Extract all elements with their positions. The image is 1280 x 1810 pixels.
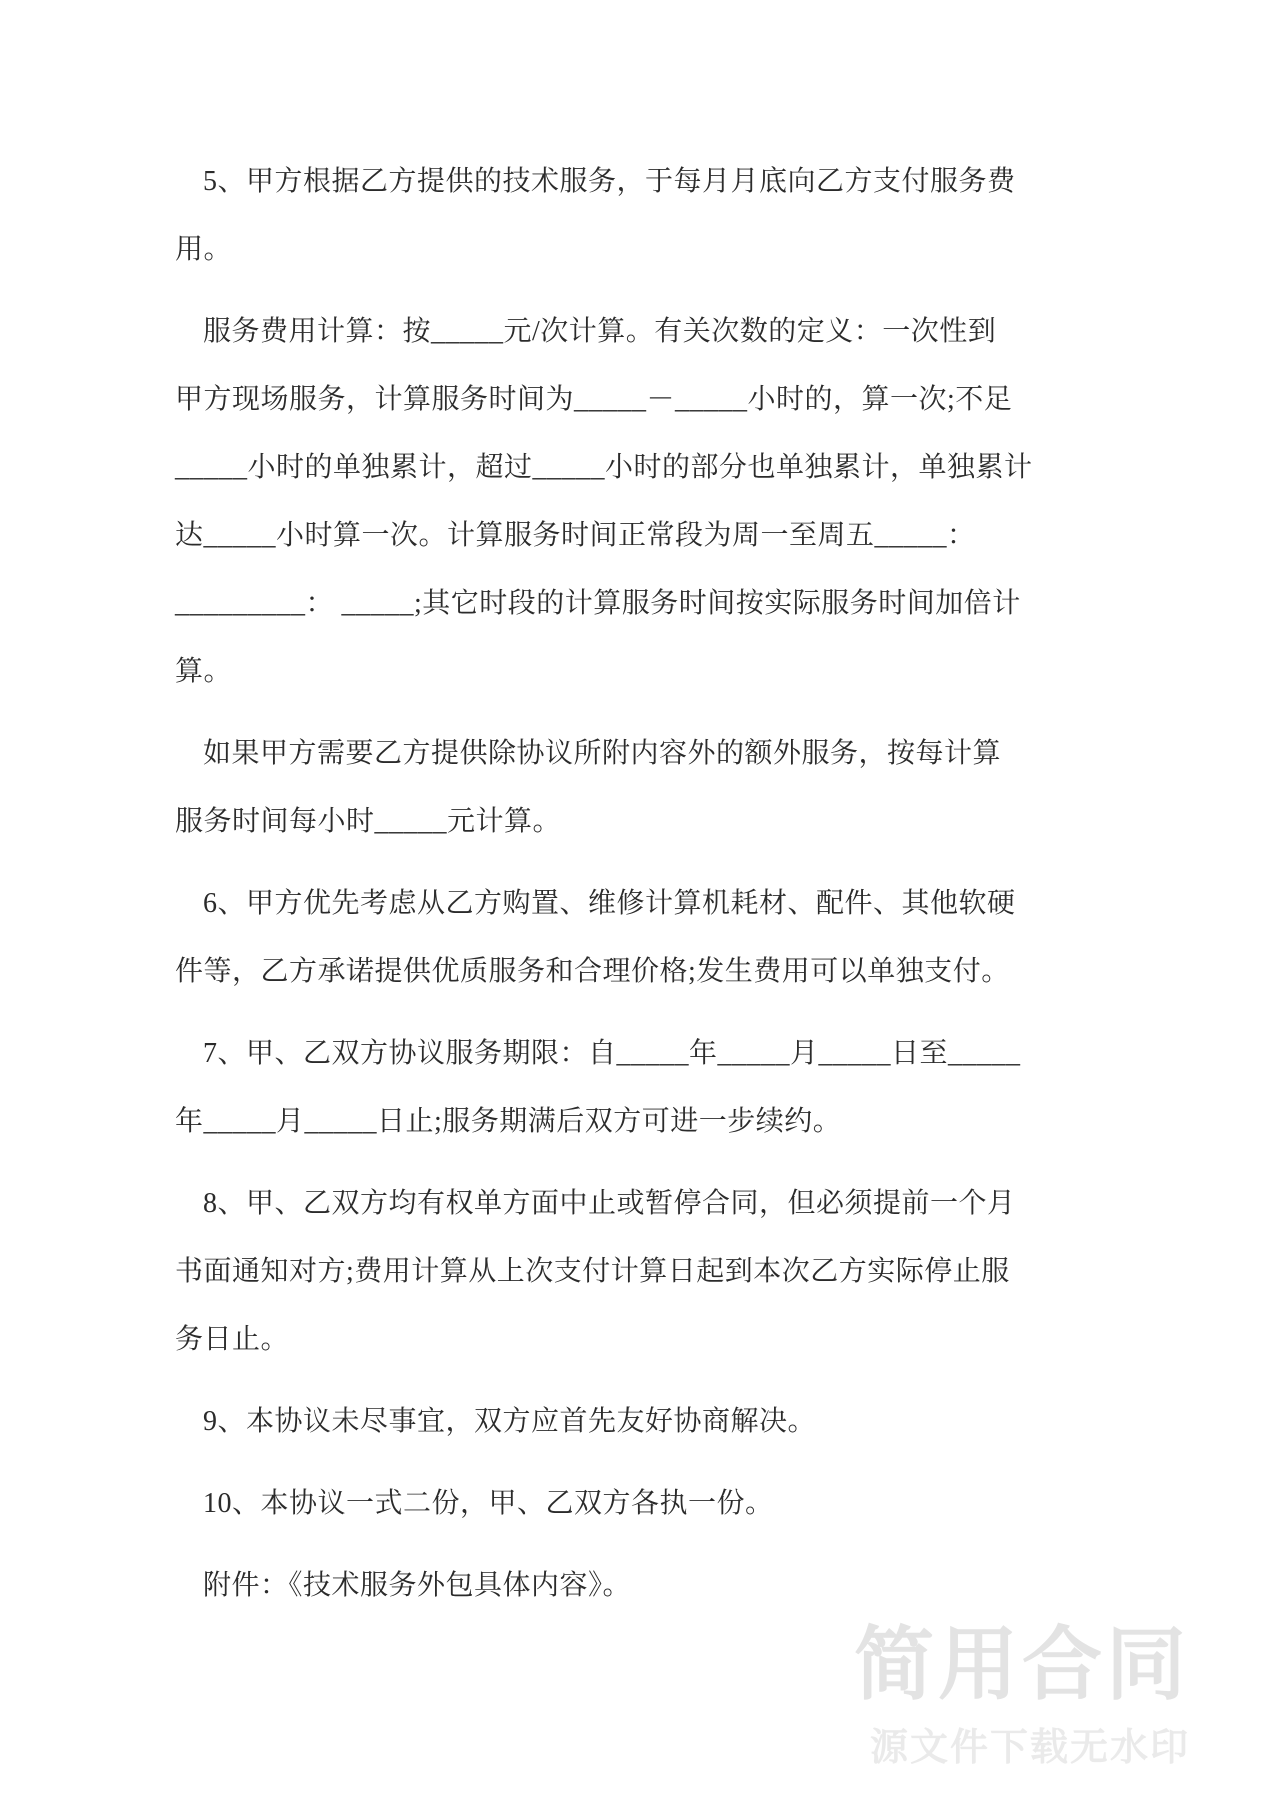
- watermark-brand: 简用合同: [854, 1620, 1190, 1709]
- text-line: 用。: [175, 234, 233, 265]
- paragraph: [175, 720, 1002, 856]
- text-line: 10、本协议一式二份，甲、乙双方各执一份。: [203, 1488, 774, 1519]
- paragraph: [175, 1170, 1016, 1374]
- text-line: _________： _____;其它时段的计算服务时间按实际服务时间加倍计: [175, 588, 1021, 619]
- text-line: 务日止。: [175, 1324, 290, 1355]
- text-line: 附件：《技术服务外包具体内容》。: [203, 1570, 632, 1601]
- text-line: 服务费用计算：按_____元/次计算。有关次数的定义：一次性到: [203, 316, 997, 347]
- text-line: 7、甲、乙双方协议服务期限：自_____年_____月_____日至_____: [203, 1038, 1021, 1069]
- text-line: 甲方现场服务，计算服务时间为_____－_____小时的，算一次;不足: [175, 384, 1013, 415]
- text-line: 9、本协议未尽事宜，双方应首先友好协商解决。: [203, 1406, 817, 1437]
- paragraph: [175, 870, 1016, 1006]
- text-line: 5、甲方根据乙方提供的技术服务，于每月月底向乙方支付服务费: [203, 166, 1016, 197]
- contract-document-body: [175, 148, 1033, 1634]
- text-line: 如果甲方需要乙方提供除协议所附内容外的额外服务，按每计算: [203, 738, 1002, 769]
- text-line: _____小时的单独累计，超过_____小时的部分也单独累计，单独累计: [175, 452, 1033, 483]
- text-line: 书面通知对方;费用计算从上次支付计算日起到本次乙方实际停止服: [175, 1256, 1010, 1287]
- text-line: 件等，乙方承诺提供优质服务和合理价格;发生费用可以单独支付。: [175, 956, 1010, 987]
- paragraph: [175, 1020, 1021, 1156]
- paragraph: [175, 148, 1016, 284]
- text-line: 服务时间每小时_____元计算。: [175, 806, 562, 837]
- paragraph: [175, 1470, 975, 1538]
- paragraph: [175, 298, 1033, 706]
- paragraph: [175, 1388, 975, 1456]
- text-line: 年_____月_____日止;服务期满后双方可进一步续约。: [175, 1106, 842, 1137]
- watermark-tagline: 源文件下载无水印: [869, 1727, 1190, 1769]
- text-line: 达_____小时算一次。计算服务时间正常段为周一至周五_____：: [175, 520, 976, 551]
- text-line: 6、甲方优先考虑从乙方购置、维修计算机耗材、配件、其他软硬: [203, 888, 1016, 919]
- text-line: 算。: [175, 656, 233, 687]
- text-line: 8、甲、乙双方均有权单方面中止或暂停合同，但必须提前一个月: [203, 1188, 1016, 1219]
